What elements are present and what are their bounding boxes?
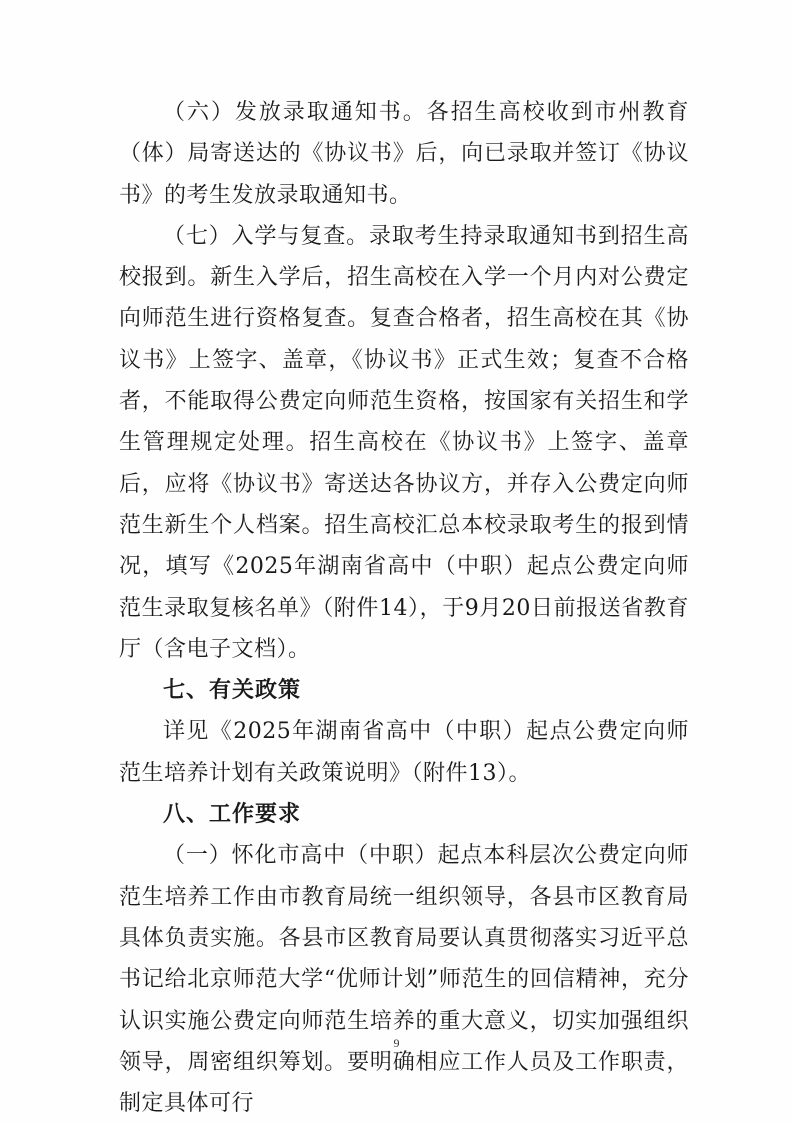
para-policy-reference: 详见《2025年湖南省高中（中职）起点公费定向师范生培养计划有关政策说明》（附件13）。 [119,719,689,786]
heading-work-requirements: 八、工作要求 [163,802,302,828]
para-issue-admission-notice: （六）发放录取通知书。各招生高校收到市州教育（体）局寄送达的《协议书》后，向已录取并签订《协议书》的考生发放录取通知书。 [119,100,689,208]
page-number: 9 [393,1036,400,1050]
heading-related-policies: 七、有关政策 [163,678,302,704]
document-body [119,92,689,1124]
para-enrollment-review: （七）入学与复查。录取考生持录取通知书到招生高校报到。新生入学后，招生高校在入学一个月内对公费定向师范生进行资格复查。复查合格者，招生高校在其《协议书》上签字、盖章，《协议书》正式生效；复查不合格者，不能取得公费定向师范生资格，按国家有关招生和学生管理规定处理。招生高校在《协议书》上签字、盖章后，应将《协议书》寄送达各协议方，并存入公费定向师范生新生个人档案。招生高校汇总本校录取考生的报到情况，填写《2025年湖南省高中（中职）起点公费定向师范生录取复核名单》（附件14），于9月20日前报送省教育厅（含电子文档）。 [119,223,689,662]
para-huaihua-organization: （一）怀化市高中（中职）起点本科层次公费定向师范生培养工作由市教育局统一组织领导，各县市区教育局具体负责实施。各县市区教育局要认真贯彻落实习近平总书记给北京师范大学“优师计划”师范生的回信精神，充分认识实施公费定向师范生培养的重大意义，切实加强组织领导，周密组织筹划。要明确相应工作人员及工作职责，制定具体可行 [119,843,689,1117]
